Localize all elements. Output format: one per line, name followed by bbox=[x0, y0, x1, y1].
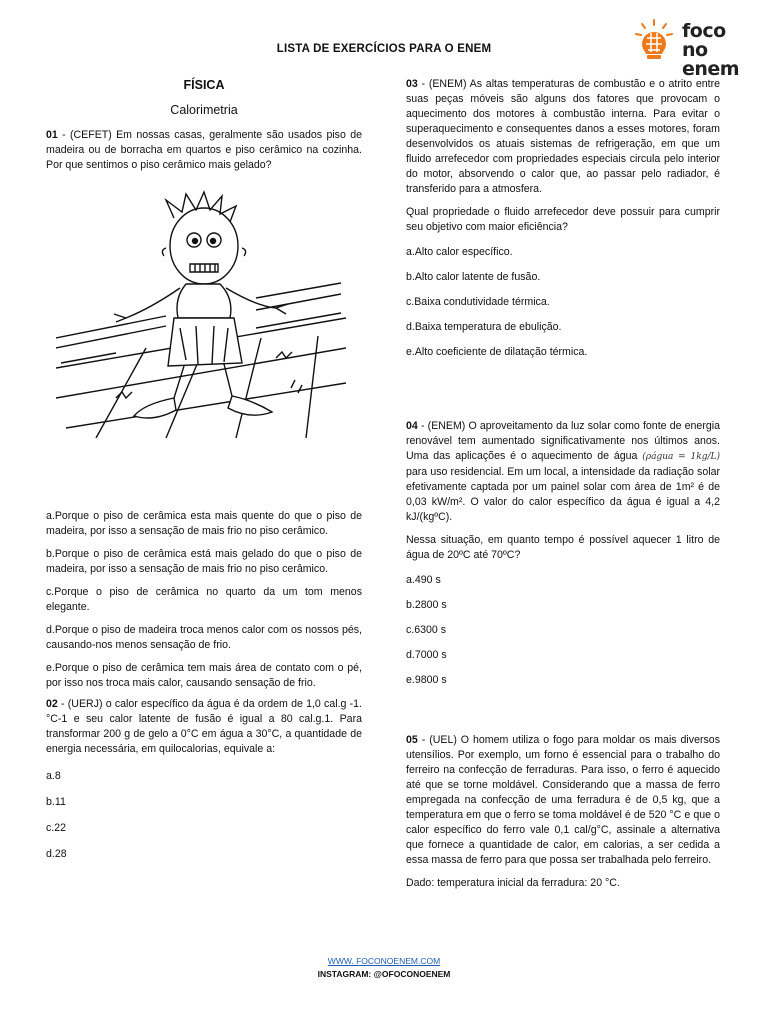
option-e: e.Porque o piso de cerâmica tem mais área de contato com o pé, por isso nos troca mais calor, causando sensação de frio. bbox=[46, 662, 362, 689]
option-b: b.Alto calor latente de fusão. bbox=[406, 271, 541, 283]
question-04-prompt: Nessa situação, em quanto tempo é possível aquecer 1 litro de água de 20ºC até 70ºC? bbox=[406, 534, 720, 561]
right-column-q04 bbox=[406, 419, 720, 688]
question-text-b: para uso residencial. Em um local, a intensidade da radiação solar efetivamente captada por um painel solar com área de 1m² é de 0,03 kW/m². O valor do calor específico da água é igual a 4,2 kJ/(kgºC). bbox=[406, 466, 720, 523]
subject-heading: FÍSICA bbox=[183, 78, 225, 92]
website-link[interactable]: WWW. FOCONOENEM.COM bbox=[327, 956, 441, 966]
option-e: e.9800 s bbox=[406, 674, 447, 686]
question-01 bbox=[46, 128, 362, 173]
option-b: b.2800 s bbox=[406, 599, 447, 611]
option-a: a.490 s bbox=[406, 574, 441, 586]
option-d: d.7000 s bbox=[406, 649, 447, 661]
footer bbox=[0, 956, 768, 966]
question-number: 01 bbox=[46, 129, 58, 141]
question-05 bbox=[406, 733, 720, 868]
instagram-handle: INSTAGRAM: @OFOCONOENEM bbox=[317, 969, 451, 979]
q01-options bbox=[46, 509, 362, 862]
option-d: d.28 bbox=[46, 848, 67, 860]
option-b: b.11 bbox=[46, 796, 66, 808]
question-text: - (CEFET) Em nossas casas, geralmente são usados piso de madeira ou de borracha em quartos e piso cerâmico na cozinha. Por que sentimos o piso cerâmico mais gelado? bbox=[46, 129, 362, 171]
option-a: a.8 bbox=[46, 770, 61, 782]
cold-floor-illustration bbox=[56, 188, 346, 438]
question-05-data: Dado: temperatura inicial da ferradura: 20 °C. bbox=[406, 877, 620, 889]
option-d: d.Baixa temperatura de ebulição. bbox=[406, 321, 562, 333]
question-text: - (ENEM) As altas temperaturas de combustão e o atrito entre suas peças móveis são alguns dos fatores que provocam o aquecimento dos motores à combustão interna. Para evitar o superaquecimento e consequentes danos a esses motores, foram desenvolvidos os atuais sistemas de refrigeração, em que um fluido arrefecedor com propriedades especiais circula pelo interior do motor, absorvendo o calor que, ao passar pelo radiador, é transferido para a atmosfera. bbox=[406, 78, 720, 195]
question-03 bbox=[406, 77, 720, 197]
question-text: - (UERJ) o calor específico da água é da ordem de 1,0 cal.g -1.°C-1 e seu calor latente de fusão é igual a 80 cal.g.1. Para transformar 200 g de gelo a 0°C em água a 30°C, a quantidade de energia necessária, em quilocalorias, equivale a: bbox=[46, 698, 362, 755]
option-e: e.Alto coeficiente de dilatação térmica. bbox=[406, 346, 588, 358]
topic-heading: Calorimetria bbox=[170, 103, 238, 117]
question-text-a: - (ENEM) O aproveitamento da luz solar como fonte de energia renovável tem aumentado significativamente nos últimos anos. Uma das aplicações é o aquecimento de água bbox=[406, 420, 720, 462]
left-column bbox=[46, 78, 362, 173]
option-d: d.Porque o piso de madeira troca menos calor com os nossos pés, causando-nos menos sensação de frio. bbox=[46, 624, 362, 651]
density-formula: (ρágua = 1kg/L) bbox=[642, 452, 720, 462]
option-a: a.Porque o piso de cerâmica esta mais quente do que o piso de madeira, por isso a sensação de mais frio no piso cerâmico. bbox=[46, 510, 362, 537]
brand-line-1: foco bbox=[682, 20, 726, 42]
question-02 bbox=[46, 697, 362, 757]
option-b: b.Porque o piso de cerâmica está mais gelado do que o piso de madeira, por isso a sensação de mais frio no piso cerâmico. bbox=[46, 548, 362, 575]
right-column bbox=[406, 77, 720, 360]
question-text: - (UEL) O homem utiliza o fogo para moldar os mais diversos utensílios. Por exemplo, um forno é essencial para o trabalho do ferreiro na confecção de ferraduras. Para isso, o ferro é aquecido até que se torne moldável. Considerando que a massa de ferro empregada na confecção de uma ferradura é de 0,5 kg, que a temperatura em que o ferro se toma moldável é de 520 °C e que o calor específico do ferro vale 0,1 cal/g°C, assinale a alternativa que fornece a quantidade de calor, em calorias, a ser cedida a essa massa de ferro para que possa ser trabalhada pelo ferreiro. bbox=[406, 734, 720, 866]
question-number: 04 bbox=[406, 420, 418, 432]
option-c: c.6300 s bbox=[406, 624, 447, 636]
option-a: a.Alto calor específico. bbox=[406, 246, 513, 258]
option-c: c.22 bbox=[46, 822, 67, 834]
question-number: 02 bbox=[46, 698, 58, 710]
question-number: 05 bbox=[406, 734, 418, 746]
page-title: LISTA DE EXERCÍCIOS PARA O ENEM bbox=[276, 43, 492, 55]
question-number: 03 bbox=[406, 78, 418, 90]
option-c: c.Porque o piso de cerâmica no quarto da um tom menos elegante. bbox=[46, 586, 362, 613]
question-04 bbox=[406, 419, 720, 525]
question-03-prompt: Qual propriedade o fluido arrefecedor deve possuir para cumprir seu objetivo com maior eficiência? bbox=[406, 206, 720, 233]
brand-line-2: no enem bbox=[682, 39, 740, 80]
option-c: c.Baixa condutividade térmica. bbox=[406, 296, 550, 308]
right-column-q05 bbox=[406, 733, 720, 891]
